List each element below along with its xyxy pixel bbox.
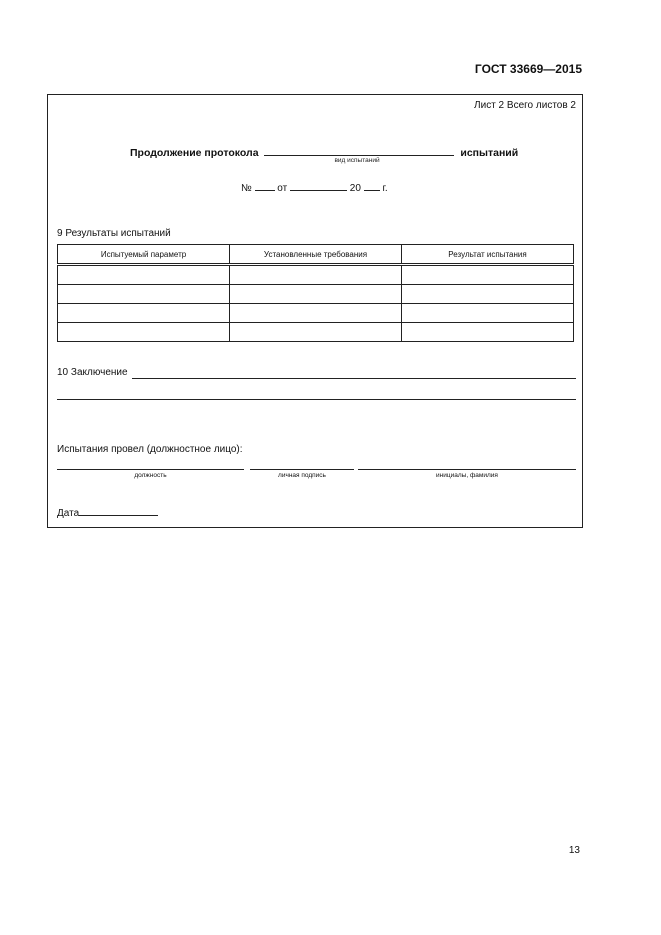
protocol-heading xyxy=(130,144,519,164)
table-row xyxy=(58,265,574,285)
column-header: Установленные требования xyxy=(230,245,402,265)
section-10-label: 10 Заключение xyxy=(57,367,128,378)
table-row xyxy=(58,285,574,304)
table-header-row xyxy=(58,245,574,265)
table-cell[interactable] xyxy=(402,304,574,323)
from-label: от xyxy=(277,183,288,194)
number-label: № xyxy=(241,183,252,194)
sheet-info: Лист 2 Всего листов 2 xyxy=(474,100,576,111)
column-header: Результат испытания xyxy=(402,245,574,265)
signature-blank[interactable] xyxy=(250,469,354,470)
year-blank[interactable] xyxy=(364,181,380,191)
date-field-blank[interactable] xyxy=(79,506,158,516)
table-cell[interactable] xyxy=(402,323,574,342)
protocol-form xyxy=(47,94,583,528)
results-table xyxy=(57,244,574,342)
date-label: Дата xyxy=(57,508,80,519)
page-number: 13 xyxy=(568,845,580,856)
test-type-blank[interactable] xyxy=(264,144,454,156)
section-9-title: 9 Результаты испытаний xyxy=(57,228,171,239)
table-cell[interactable] xyxy=(402,285,574,304)
full-name-blank[interactable] xyxy=(358,469,576,470)
table-row xyxy=(58,304,574,323)
position-caption: должность xyxy=(134,472,167,479)
conclusion-blank-line-1[interactable] xyxy=(132,378,576,379)
year-suffix: г. xyxy=(382,183,388,194)
full-name-caption: инициалы, фамилия xyxy=(436,472,498,479)
signature-caption: личная подпись xyxy=(278,472,326,479)
test-type-caption: вид испытаний xyxy=(334,157,380,164)
heading-prefix: Продолжение протокола xyxy=(130,147,259,159)
column-header: Испытуемый параметр xyxy=(58,245,230,265)
year-prefix: 20 xyxy=(349,183,361,194)
table-cell[interactable] xyxy=(58,304,230,323)
protocol-number-row xyxy=(241,181,388,194)
date-row xyxy=(57,506,158,519)
heading-suffix: испытаний xyxy=(460,147,519,159)
table-cell[interactable] xyxy=(58,323,230,342)
document-code: ГОСТ 33669—2015 xyxy=(474,62,582,76)
table-cell[interactable] xyxy=(230,265,402,285)
table-cell[interactable] xyxy=(58,265,230,285)
table-cell[interactable] xyxy=(58,285,230,304)
conclusion-blank-line-2[interactable] xyxy=(57,399,576,400)
date-blank[interactable] xyxy=(290,181,347,191)
table-cell[interactable] xyxy=(230,323,402,342)
table-cell[interactable] xyxy=(230,304,402,323)
number-blank[interactable] xyxy=(255,181,275,191)
table-row xyxy=(58,323,574,342)
table-cell[interactable] xyxy=(230,285,402,304)
position-blank[interactable] xyxy=(57,469,244,470)
table-cell[interactable] xyxy=(402,265,574,285)
tested-by-label: Испытания провел (должностное лицо): xyxy=(57,444,243,455)
